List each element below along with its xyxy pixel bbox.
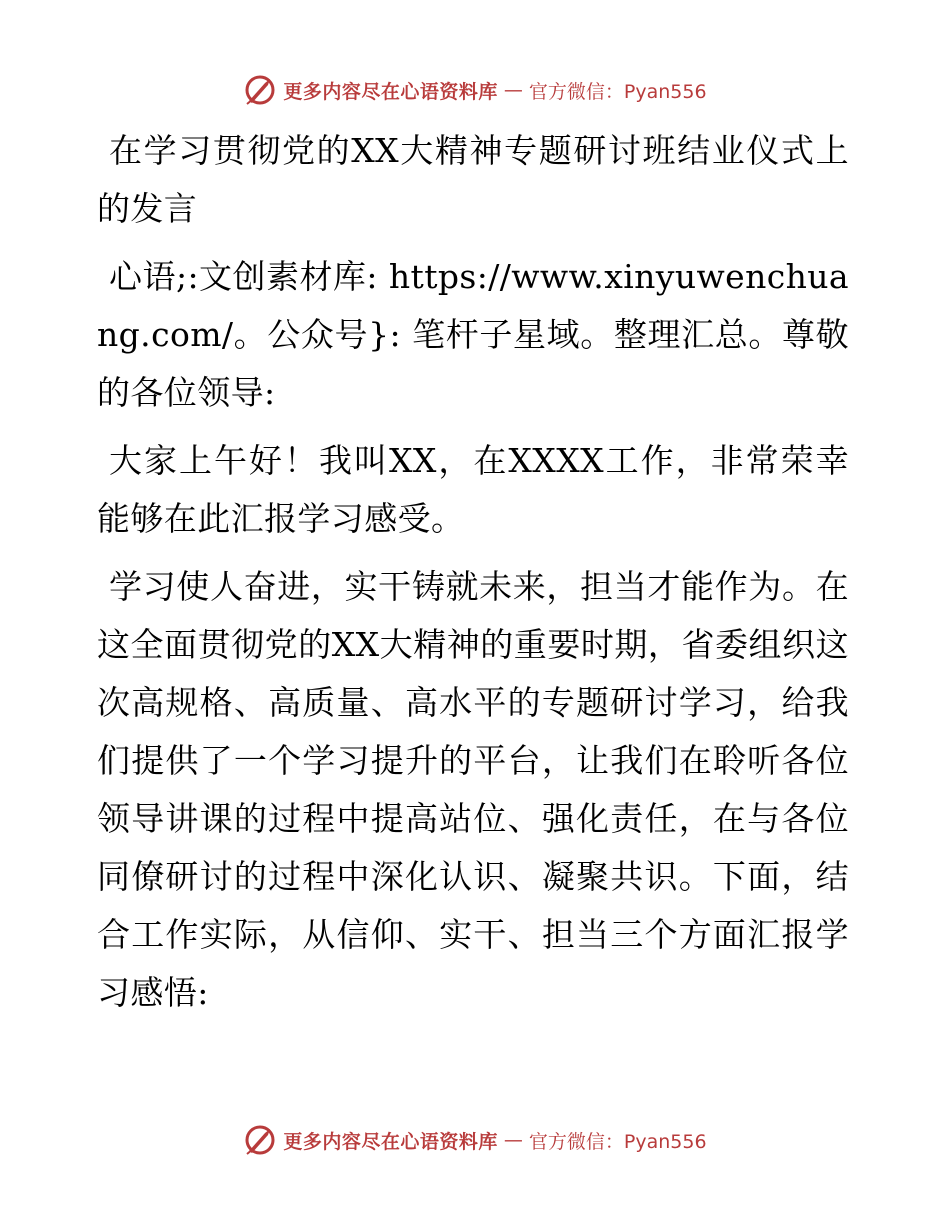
document-body [97,122,849,1022]
banner-wechat: 官方微信：Pyan556 [528,80,707,103]
banner-brand: 更多内容尽在心语资料库 [283,80,498,103]
paragraph-source: 心语;:文创素材库: https://www.xinyuwenchuang.com/。公众号}: 笔杆子星域。整理汇总。尊敬的各位领导: [97,257,849,412]
paragraph-greeting: 大家上午好！我叫XX，在XXXX工作，非常荣幸能够在此汇报学习感受。 [97,441,849,538]
banner-separator: — [503,79,523,101]
paragraph-body: 学习使人奋进，实干铸就未来，担当才能作为。在这全面贯彻党的XX大精神的重要时期，省委组织这次高规格、高质量、高水平的专题研讨学习，给我们提供了一个学习提升的平台，让我们在聆听各位领导讲课的过程中提高站位、强化责任，在与各位同僚研讨的过程中深化认识、凝聚共识。下面，结合工作实际，从信仰、实干、担当三个方面汇报学习感悟: [97,567,849,1012]
footer-banner [0,1120,950,1160]
quill-pen-icon [243,1123,277,1157]
banner-brand: 更多内容尽在心语资料库 [283,1130,498,1153]
banner-wechat: 官方微信：Pyan556 [528,1130,707,1153]
banner-separator: — [503,1129,523,1151]
quill-pen-icon [243,73,277,107]
document-title: 在学习贯彻党的XX大精神专题研讨班结业仪式上的发言 [97,131,849,228]
header-banner [0,70,950,110]
